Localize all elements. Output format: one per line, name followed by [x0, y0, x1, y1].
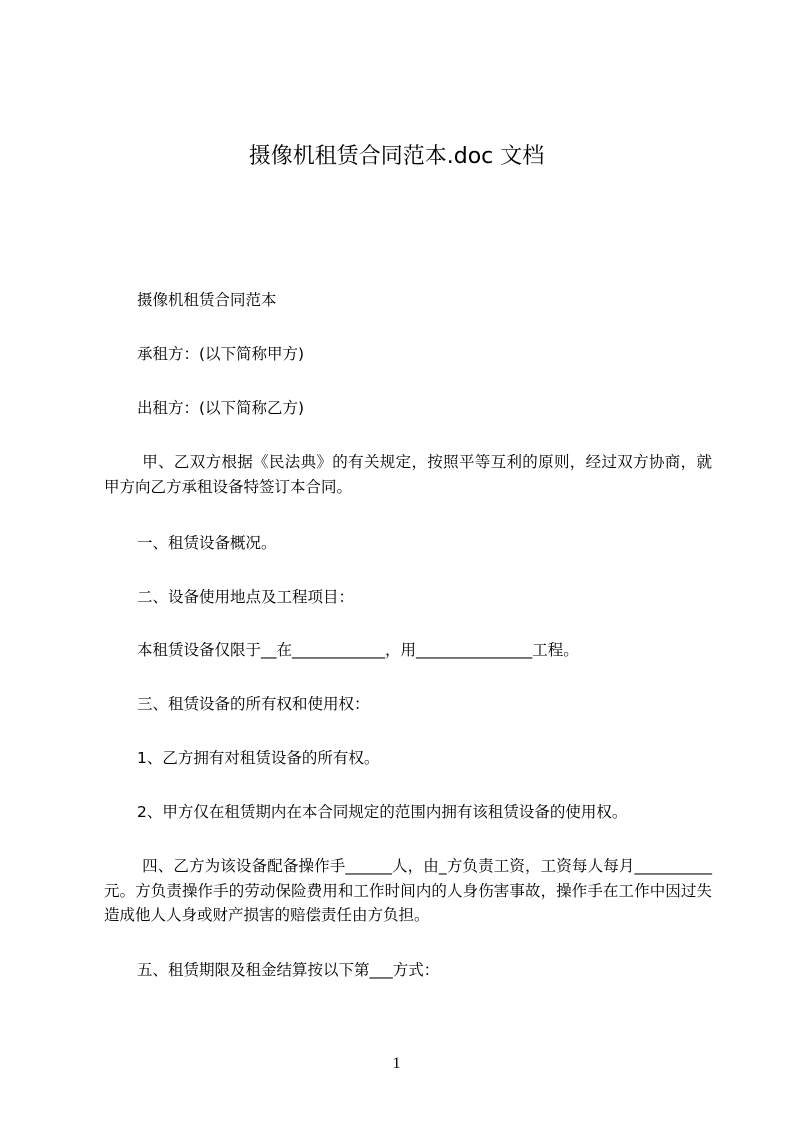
- paragraph: 1、乙方拥有对租赁设备的所有权。: [137, 749, 380, 767]
- document-title: 摄像机租赁合同范本.doc 文档: [248, 144, 545, 169]
- paragraph: 承租方：(以下简称甲方): [137, 345, 305, 363]
- paragraph: 2、甲方仅在租赁期内在本合同规定的范围内拥有该租赁设备的使用权。: [137, 803, 628, 821]
- paragraph: 本租赁设备仅限于__在____________，用_______________工程。: [137, 641, 579, 659]
- paragraph: 摄像机租赁合同范本: [137, 291, 277, 309]
- paragraph: 甲、乙双方根据《民法典》的有关规定，按照平等互利的原则，经过双方协商，就甲方向乙方承租设备特签订本合同。: [104, 453, 712, 496]
- paragraph: 出租方：(以下简称乙方): [137, 399, 305, 417]
- paragraph: 四、乙方为该设备配备操作手______人，由_方负责工资，工资每人每月__________元。方负责操作手的劳动保险费用和工作时间内的人身伤害事故，操作手在工作中因过失造成他人人身或财产损害的赔偿责任由方负担。: [104, 857, 712, 924]
- page-number: 1: [392, 1055, 401, 1072]
- paragraph: 一、租赁设备概况。: [137, 534, 277, 552]
- paragraph: 五、租赁期限及租金结算按以下第___方式：: [137, 961, 440, 979]
- paragraph: 二、设备使用地点及工程项目：: [137, 588, 355, 606]
- paragraph: 三、租赁设备的所有权和使用权：: [137, 695, 370, 713]
